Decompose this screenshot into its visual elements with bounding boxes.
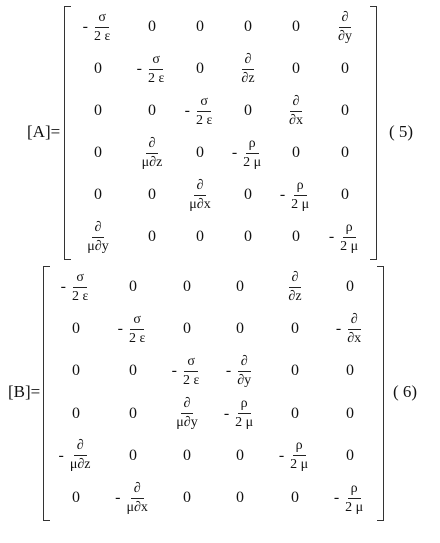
fraction [139,136,166,171]
cell-value: 0 [236,320,244,338]
matrix-cell [291,405,299,423]
fraction [240,136,264,171]
cell-value: 0 [72,489,80,507]
fraction-denominator: μ∂x [126,499,148,515]
matrix-cell [129,278,137,296]
fraction [193,94,215,129]
matrix-cell [94,144,102,162]
cell-value: 0 [292,228,300,245]
fraction-numerator: σ [95,10,109,28]
fraction-numerator: ρ [246,136,259,154]
fraction-denominator: 2 μ [345,499,364,515]
fraction-numerator: ∂ [348,312,361,330]
matrix-cell [341,102,349,120]
fraction-denominator: μ∂z [141,154,163,170]
cell-value: 0 [72,320,80,338]
matrix-cell [292,18,300,36]
cell-value: 0 [148,18,156,35]
cell-value: 0 [346,362,354,380]
cell-value: 0 [236,278,244,296]
cell-value: 0 [129,362,137,380]
minus-sign: - [333,489,340,507]
cell-value: 0 [129,446,137,464]
equation-6-number: ( 6) [393,382,418,401]
cell-value: 0 [341,186,349,203]
matrix-cell [280,178,312,213]
matrix-cell [341,144,349,162]
fraction [286,94,306,129]
matrix-b-right-bracket [377,266,384,521]
fraction [342,481,366,516]
cell-value: 0 [292,18,300,35]
minus-sign: - [225,362,232,380]
matrix-b [47,266,377,519]
fraction-numerator: ∂ [238,354,251,372]
fraction-denominator: μ∂x [189,196,211,212]
minus-sign: - [171,362,177,380]
matrix-cell [172,354,203,389]
fraction-denominator: 2 ε [93,28,111,44]
matrix-cell [238,52,257,87]
fraction-denominator: μ∂z [69,457,91,473]
cell-value: 0 [183,446,191,464]
matrix-cell [72,405,80,423]
cell-value: 0 [341,60,349,77]
equation-5 [0,0,440,264]
cell-value: 0 [183,278,191,296]
matrix-cell [61,270,92,305]
matrix-cell [341,186,349,204]
cell-value: 0 [236,489,244,507]
fraction-numerator: ∂ [146,136,159,154]
matrix-cell [341,60,349,78]
matrix-cell [196,18,204,36]
fraction [67,438,94,473]
matrix-a [68,6,370,258]
fraction-numerator: σ [130,312,144,330]
cell-value: 0 [291,489,299,507]
cell-value: 0 [94,144,102,161]
minus-sign: - [279,186,286,203]
matrix-cell [72,362,80,380]
matrix-cell [115,481,151,516]
matrix-cell [291,489,299,507]
fraction [180,354,202,389]
fraction-numerator: σ [149,52,163,70]
fraction-numerator: σ [184,354,198,372]
fraction-denominator: 2 μ [291,196,310,212]
matrix-cell [244,102,252,120]
fraction-numerator: ρ [293,438,306,456]
cell-value: 0 [244,228,252,245]
matrix-cell [346,405,354,423]
matrix-cell [148,228,156,246]
cell-value: 0 [148,228,156,245]
fraction-numerator: ∂ [289,270,302,288]
fraction-numerator: ρ [343,220,356,238]
minus-sign: - [60,278,66,296]
matrix-cell [129,447,137,465]
matrix-cell [236,489,244,507]
fraction-denominator: ∂z [241,70,255,86]
fraction [91,10,113,45]
cell-value: 0 [72,362,80,380]
cell-value: 0 [129,404,137,422]
fraction-denominator: 2 μ [340,238,359,254]
matrix-b-label: [B]= [8,382,41,401]
fraction-numerator: σ [197,94,211,112]
matrix-cell [137,52,168,87]
minus-sign: - [117,320,123,338]
matrix-cell [232,136,264,171]
fraction-numerator: ρ [348,481,361,499]
matrix-cell [196,144,204,162]
matrix-cell [94,102,102,120]
fraction-denominator: 2 μ [290,457,309,473]
matrix-cell [236,320,244,338]
cell-value: 0 [129,278,137,296]
matrix-cell [148,18,156,36]
matrix-cell [186,178,213,213]
cell-value: 0 [196,18,204,35]
fraction-denominator: ∂y [338,28,352,44]
matrix-cell [83,10,114,45]
matrix-cell [236,447,244,465]
matrix-cell [244,18,252,36]
fraction-denominator: ∂x [347,330,362,346]
minus-sign: - [335,320,342,338]
matrix-cell [196,228,204,246]
fraction [173,396,200,431]
matrix-cell [183,320,191,338]
minus-sign: - [115,489,121,507]
fraction-numerator: ∂ [242,52,255,70]
cell-value: 0 [183,320,191,338]
fraction [232,396,256,431]
matrix-cell [346,278,354,296]
matrix-cell [183,447,191,465]
equation-5-number: ( 5) [389,122,414,141]
fraction-denominator: 2 ε [128,330,146,346]
fraction-denominator: 2 ε [147,70,165,86]
matrix-cell [292,228,300,246]
cell-value: 0 [236,446,244,464]
cell-value: 0 [291,404,299,422]
fraction-denominator: ∂x [289,112,303,128]
matrix-cell [94,186,102,204]
matrix-a-label: [A]= [27,122,61,141]
fraction-numerator: ∂ [194,178,207,196]
fraction [335,10,355,45]
cell-value: 0 [148,186,156,203]
matrix-cell [173,396,200,431]
matrix-cell [236,278,244,296]
fraction [234,354,254,389]
cell-value: 0 [291,320,299,338]
matrix-cell [292,60,300,78]
minus-sign: - [231,144,238,161]
fraction-denominator: 2 ε [71,288,89,304]
cell-value: 0 [346,404,354,422]
matrix-cell [196,60,204,78]
cell-value: 0 [292,144,300,161]
cell-value: 0 [94,186,102,203]
minus-sign: - [58,446,64,464]
minus-sign: - [136,60,142,77]
matrix-cell [129,405,137,423]
matrix-cell [183,278,191,296]
matrix-cell [292,144,300,162]
cell-value: 0 [291,362,299,380]
fraction-numerator: ρ [238,396,251,414]
fraction [337,220,361,255]
matrix-cell [84,220,111,255]
fraction-numerator: ∂ [339,10,352,28]
matrix-cell [285,270,304,305]
matrix-cell [244,186,252,204]
fraction-denominator: ∂z [288,288,302,304]
fraction [123,481,150,516]
cell-value: 0 [341,144,349,161]
fraction-denominator: 2 μ [235,415,254,431]
cell-value: 0 [292,60,300,77]
matrix-cell [72,489,80,507]
cell-value: 0 [244,186,252,203]
matrix-cell [279,438,311,473]
fraction-numerator: σ [73,270,87,288]
cell-value: 0 [244,18,252,35]
cell-value: 0 [196,60,204,77]
fraction [84,220,111,255]
matrix-cell [336,312,364,347]
matrix-cell [291,362,299,380]
matrix-cell [129,362,137,380]
matrix-cell [148,186,156,204]
minus-sign: - [82,18,88,35]
fraction-denominator: ∂y [237,372,252,388]
fraction-denominator: μ∂y [176,415,198,431]
cell-value: 0 [183,489,191,507]
matrix-cell [94,60,102,78]
matrix-cell [185,94,216,129]
fraction-denominator: 2 μ [243,154,262,170]
minus-sign: - [223,404,230,422]
fraction [69,270,91,305]
matrix-cell [346,447,354,465]
minus-sign: - [278,446,285,464]
fraction [145,52,167,87]
cell-value: 0 [196,228,204,245]
fraction-numerator: ∂ [181,396,194,414]
fraction-numerator: ∂ [74,438,87,456]
matrix-cell [286,94,306,129]
cell-value: 0 [196,144,204,161]
matrix-cell [346,362,354,380]
fraction [288,178,312,213]
matrix-cell [72,320,80,338]
minus-sign: - [328,228,335,245]
cell-value: 0 [94,60,102,77]
matrix-cell [118,312,149,347]
fraction-denominator: μ∂y [87,238,109,254]
fraction-numerator: ∂ [92,220,105,238]
fraction-denominator: 2 ε [195,112,213,128]
cell-value: 0 [341,102,349,119]
cell-value: 0 [72,404,80,422]
cell-value: 0 [94,102,102,119]
matrix-a-right-bracket [370,6,377,260]
fraction [287,438,311,473]
matrix-cell [329,220,361,255]
fraction [344,312,364,347]
cell-value: 0 [346,278,354,296]
fraction-numerator: ∂ [131,481,144,499]
matrix-cell [335,10,355,45]
matrix-cell [148,102,156,120]
minus-sign: - [184,102,190,119]
matrix-cell [226,354,254,389]
fraction-denominator: 2 ε [182,372,200,388]
matrix-cell [139,136,166,171]
matrix-cell [183,489,191,507]
matrix-cell [334,481,366,516]
fraction [238,52,257,87]
matrix-cell [59,438,94,473]
matrix-cell [291,320,299,338]
cell-value: 0 [346,446,354,464]
fraction [126,312,148,347]
fraction [186,178,213,213]
equation-6 [0,264,440,543]
fraction-numerator: ∂ [290,94,303,112]
cell-value: 0 [148,102,156,119]
matrix-cell [224,396,256,431]
fraction [285,270,304,305]
fraction-numerator: ρ [294,178,307,196]
cell-value: 0 [244,102,252,119]
matrix-cell [244,228,252,246]
